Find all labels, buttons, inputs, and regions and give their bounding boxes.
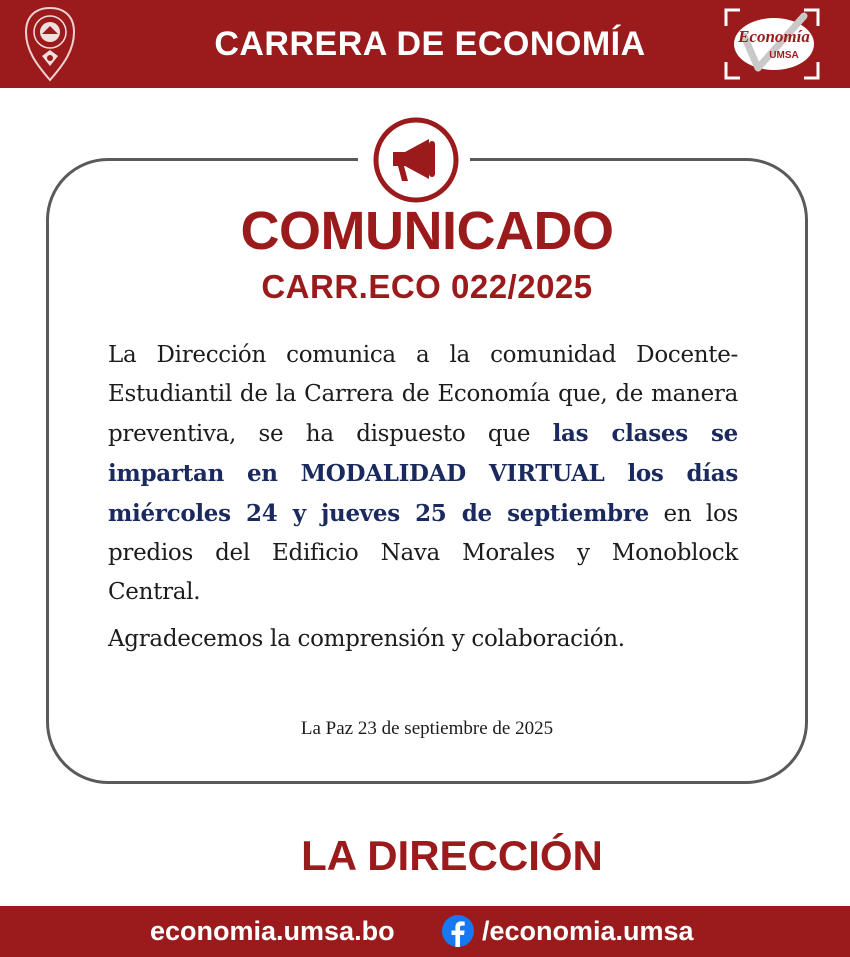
header-title: CARRERA DE ECONOMÍA: [214, 24, 646, 63]
body-outro: en los predios del Edificio Nava Morales y Monoblock Central.: [108, 501, 738, 605]
notice-thanks: Agradecemos la comprensión y colaboración.: [108, 626, 625, 652]
facebook-icon[interactable]: [442, 915, 474, 947]
notice-code: CARR.ECO 022/2025: [261, 268, 593, 305]
footer-bar: [0, 906, 850, 957]
website-link[interactable]: economia.umsa.bo: [150, 916, 395, 946]
notice-body: [108, 336, 738, 612]
megaphone-icon: [371, 115, 461, 205]
signature: LA DIRECCIÓN: [301, 832, 603, 879]
svg-text:UMSA: UMSA: [769, 50, 799, 61]
svg-text:Economía: Economía: [738, 27, 810, 46]
facebook-link[interactable]: /economia.umsa: [482, 916, 694, 946]
body-highlight: las clases se impartan en MODALIDAD VIRTUAL los días miércoles 24 y jueves 25 de septiembre: [108, 420, 738, 527]
university-seal-icon: [20, 6, 80, 82]
notice-title: COMUNICADO: [240, 201, 614, 261]
economia-umsa-logo: [718, 6, 826, 82]
body-intro: La Dirección comunica a la comunidad Docente-Estudiantil de la Carrera de Economía que, de manera preventiva, se ha dispuesto que: [108, 342, 738, 447]
notice-date: La Paz 23 de septiembre de 2025: [300, 718, 554, 739]
